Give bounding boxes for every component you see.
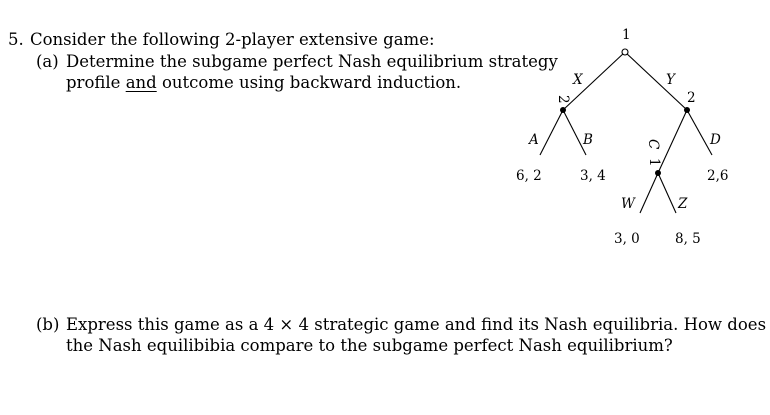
root-player-label: 1 xyxy=(622,27,631,43)
part-a-underlined-word: and xyxy=(125,73,157,92)
edge-w xyxy=(640,173,658,213)
right-decision-node xyxy=(684,107,690,113)
edge-a xyxy=(540,110,563,155)
part-b-line2: the Nash equilibibia compare to the subgame perfect Nash equilibrium? xyxy=(66,336,673,355)
root-node xyxy=(622,49,628,55)
problem-number: 5. xyxy=(8,30,24,49)
part-b-label: (b) xyxy=(36,315,60,334)
action-x-label: X xyxy=(573,72,583,88)
payoff-a: 6, 2 xyxy=(516,168,542,184)
edge-y xyxy=(625,52,687,110)
edge-z xyxy=(658,173,676,213)
part-a-line2-post: outcome using backward induction. xyxy=(156,73,462,92)
part-a-line2-pre: profile xyxy=(66,73,126,92)
action-d-label: D xyxy=(710,132,721,148)
part-b-line1: Express this game as a 4 × 4 strategic game and find its Nash equilibria. How does xyxy=(66,315,767,334)
bottom-decision-node xyxy=(655,170,661,176)
action-c-label: C xyxy=(645,139,661,150)
action-z-label: Z xyxy=(678,196,688,212)
part-a-label: (a) xyxy=(36,52,59,71)
payoff-z: 8, 5 xyxy=(675,231,701,247)
right-node-player-label: 2 xyxy=(687,90,696,106)
action-y-label: Y xyxy=(666,72,675,88)
bottom-node-player-label: 1 xyxy=(646,158,662,167)
part-a-line1: Determine the subgame perfect Nash equilibrium strategy xyxy=(66,52,558,71)
edge-d xyxy=(687,110,712,155)
payoff-w: 3, 0 xyxy=(614,231,640,247)
action-b-label: B xyxy=(583,132,593,148)
left-node-player-label: 2 xyxy=(555,95,571,104)
payoff-d: 2,6 xyxy=(707,168,729,184)
problem-intro: Consider the following 2-player extensive game: xyxy=(30,30,435,49)
payoff-b: 3, 4 xyxy=(580,168,606,184)
left-decision-node xyxy=(560,107,566,113)
action-a-label: A xyxy=(529,132,539,148)
action-w-label: W xyxy=(621,196,635,212)
